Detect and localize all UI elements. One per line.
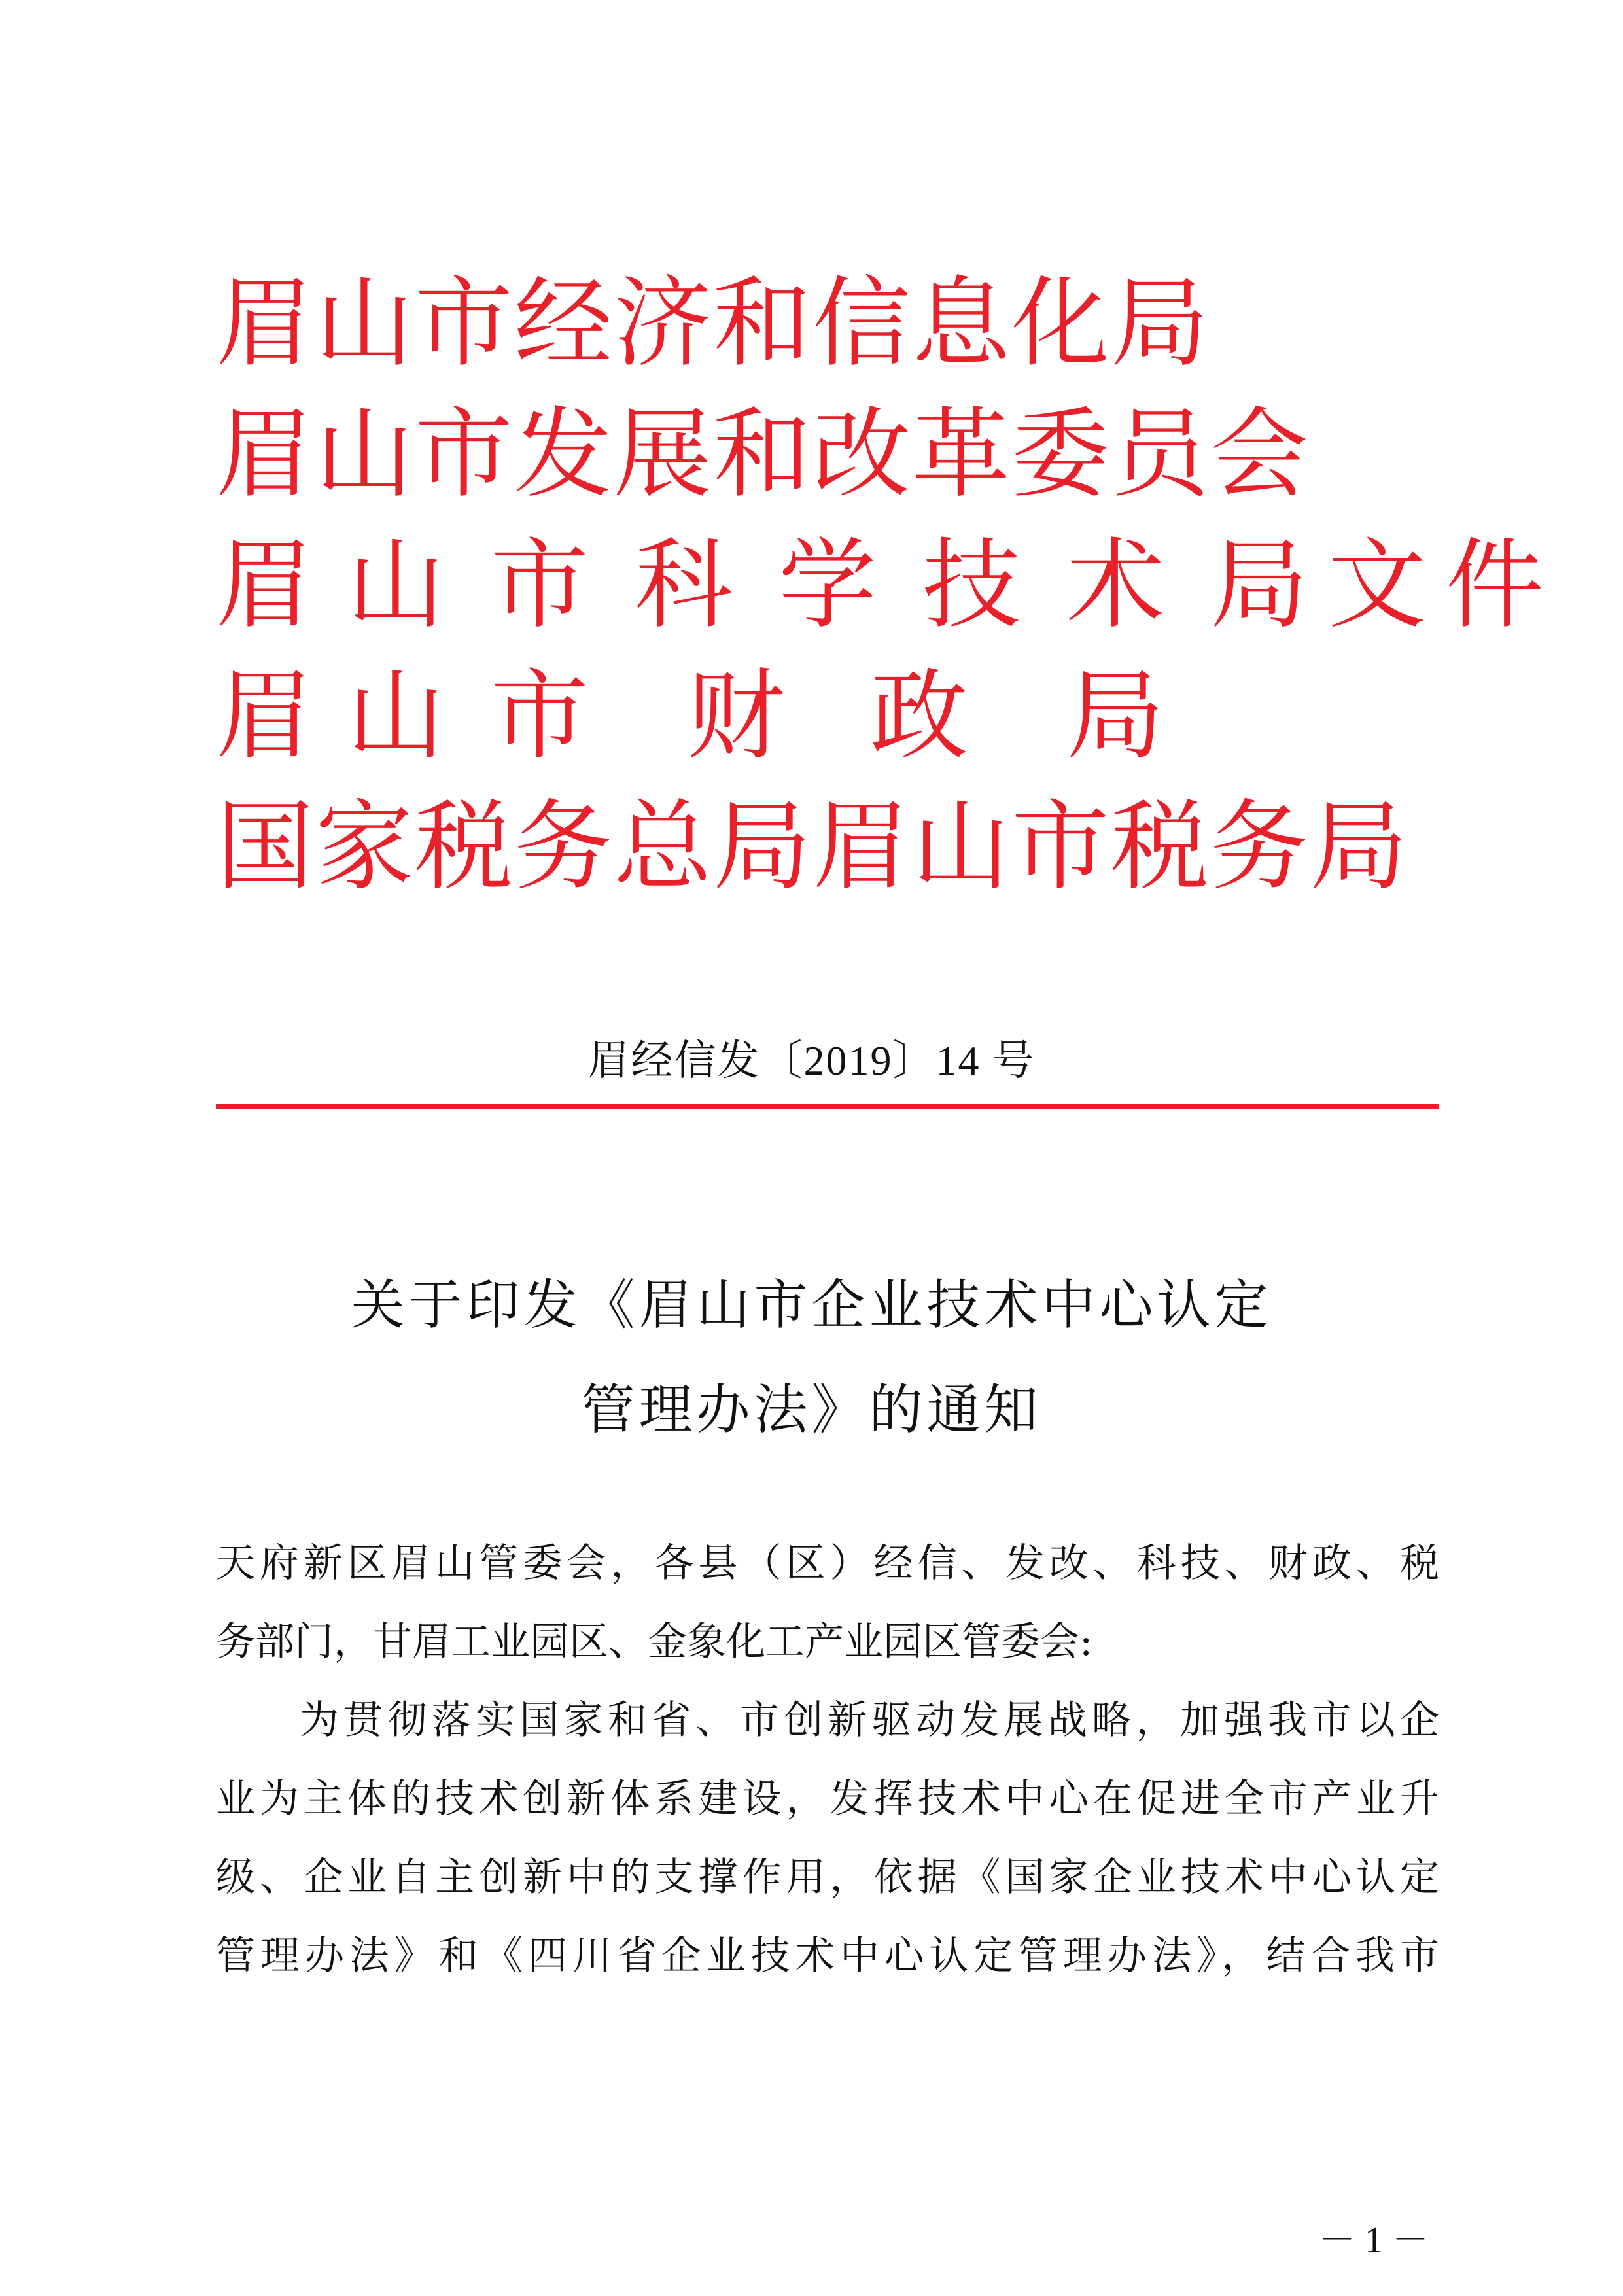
- issuer-char: 眉: [216, 267, 315, 381]
- issuer-char: 眉: [216, 398, 315, 512]
- issuer-char: 化: [1011, 267, 1110, 381]
- recipients-line-2: 务部门，甘眉工业园区、金象化工产业园区管委会:: [216, 1619, 1093, 1665]
- red-separator-rule: [216, 1104, 1439, 1109]
- issuer-char: 局: [1210, 529, 1309, 642]
- issuer-char: 市: [1011, 790, 1110, 904]
- issuer-char: 税: [1111, 790, 1210, 904]
- issuer-char: 和: [713, 267, 812, 381]
- issuer-char: 眉: [812, 790, 911, 904]
- issuer-char: 税: [415, 790, 514, 904]
- issuer-char: 局: [1310, 790, 1408, 904]
- issuer-char: 局: [713, 790, 812, 904]
- issuer-char: 眉: [216, 529, 315, 642]
- issuer-char: 务: [1210, 790, 1309, 904]
- notice-title-line-1: 关于印发《眉山市企业技术中心认定: [351, 1274, 1272, 1336]
- issuer-char: 改: [812, 398, 911, 512]
- paragraph-1-line-2: 业为主体的技术创新体系建设，发挥技术中心在促进全市产业升: [216, 1776, 1439, 1822]
- issuer-char: 市: [491, 659, 589, 773]
- issuer-char: 息: [912, 267, 1011, 381]
- issuer-char: 会: [1210, 398, 1309, 512]
- issuer-char: 山: [912, 790, 1011, 904]
- issuer-char: 员: [1111, 398, 1210, 512]
- issuer-char: 展: [614, 398, 712, 512]
- issuer-char: 和: [713, 398, 812, 512]
- issuer-char: 经: [514, 267, 613, 381]
- issuer-char: 发: [514, 398, 613, 512]
- issuer-char: 市: [415, 267, 514, 381]
- issuer-char: 市: [415, 398, 514, 512]
- issuer-char: 山: [315, 398, 414, 512]
- issuer-char: 总: [614, 790, 712, 904]
- issuer-char: 学: [778, 529, 877, 642]
- page-number: － 1 －: [1319, 2220, 1429, 2261]
- issuer-char: 革: [912, 398, 1011, 512]
- recipients-line-1: 天府新区眉山管委会，各县（区）经信、发改、科技、财政、税: [216, 1540, 1439, 1586]
- issuer-char: 济: [614, 267, 712, 381]
- paragraph-1-line-3: 级、企业自主创新中的支撑作用，依据《国家企业技术中心认定: [216, 1854, 1439, 1900]
- issuer-char: 务: [514, 790, 613, 904]
- issuer-char: 局: [1111, 267, 1210, 381]
- issuer-char: 局: [1066, 659, 1165, 773]
- document-number: 眉经信发〔2019〕14 号: [587, 1037, 1036, 1084]
- issuer-char: 政: [870, 659, 969, 773]
- issuer-char: 国: [216, 790, 315, 904]
- issuer-char: 眉: [216, 659, 315, 773]
- issuer-char: 财: [687, 659, 786, 773]
- issuer-char: 山: [315, 267, 414, 381]
- issuer-char: 委: [1011, 398, 1110, 512]
- issuer-char: 信: [812, 267, 911, 381]
- issuer-char: 市: [491, 529, 589, 642]
- paragraph-1-line-1: 为贯彻落实国家和省、市创新驱动发展战略，加强我市以企: [300, 1697, 1439, 1743]
- issuer-char: 山: [347, 659, 445, 773]
- issuer-char: 家: [315, 790, 414, 904]
- issuer-char: 件: [1446, 529, 1544, 642]
- paragraph-1-line-4: 管理办法》和《四川省企业技术中心认定管理办法》，结合我市: [216, 1933, 1439, 1979]
- issuer-char: 山: [347, 529, 445, 642]
- issuer-char: 术: [1066, 529, 1165, 642]
- issuer-char: 文: [1328, 529, 1427, 642]
- issuer-char: 技: [922, 529, 1021, 642]
- notice-title-line-2: 管理办法》的通知: [581, 1379, 1042, 1441]
- issuer-char: 科: [635, 529, 733, 642]
